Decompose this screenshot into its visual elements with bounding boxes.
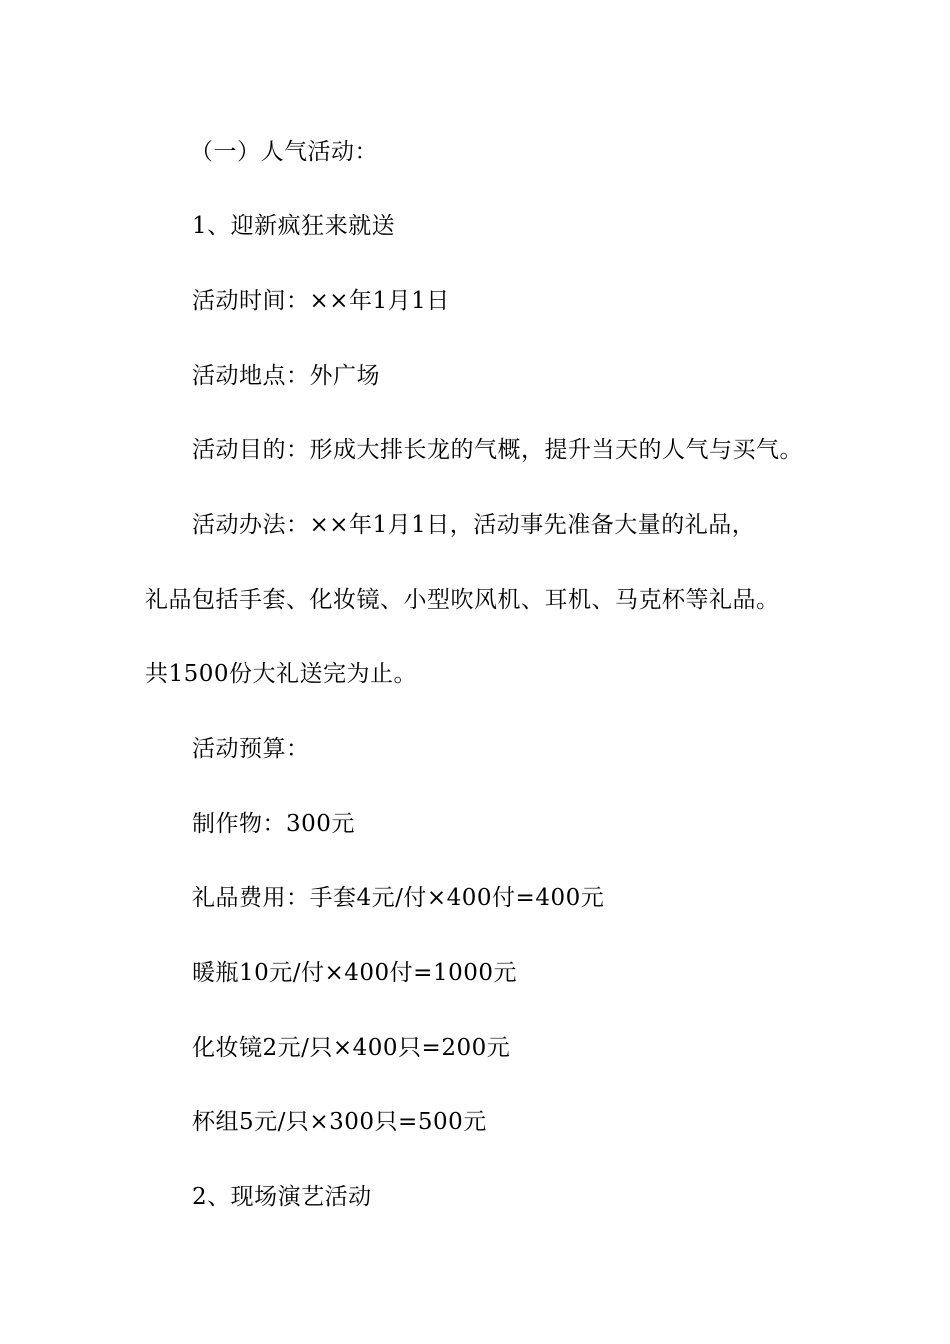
activity-method-end: 共1500份大礼送完为止。 [145,661,418,687]
activity-purpose: 活动目的：形成大排长龙的气概，提升当天的人气与买气。 [192,437,803,463]
budget-gifts-gloves: 礼品费用：手套4元/付×400付=400元 [192,885,605,911]
budget-heading: 活动预算： [192,736,310,762]
budget-gifts-flasks: 暖瓶10元/付×400付=1000元 [192,960,517,986]
activity-location: 活动地点：外广场 [192,363,380,389]
budget-gifts-cups: 杯组5元/只×300只=500元 [192,1109,487,1135]
budget-materials: 制作物：300元 [192,811,355,837]
activity-method-continued: 礼品包括手套、化妆镜、小型吹风机、耳机、马克杯等礼品。 [145,587,780,613]
section-heading: （一）人气活动： [190,139,378,165]
activity-title: 1、迎新疯狂来就送 [192,213,396,239]
activity-title-2: 2、现场演艺活动 [192,1184,372,1210]
budget-gifts-mirrors: 化妆镜2元/只×400只=200元 [192,1035,511,1061]
activity-time: 活动时间：××年1月1日 [192,288,450,314]
activity-method: 活动办法：××年1月1日，活动事先准备大量的礼品， [192,512,756,538]
